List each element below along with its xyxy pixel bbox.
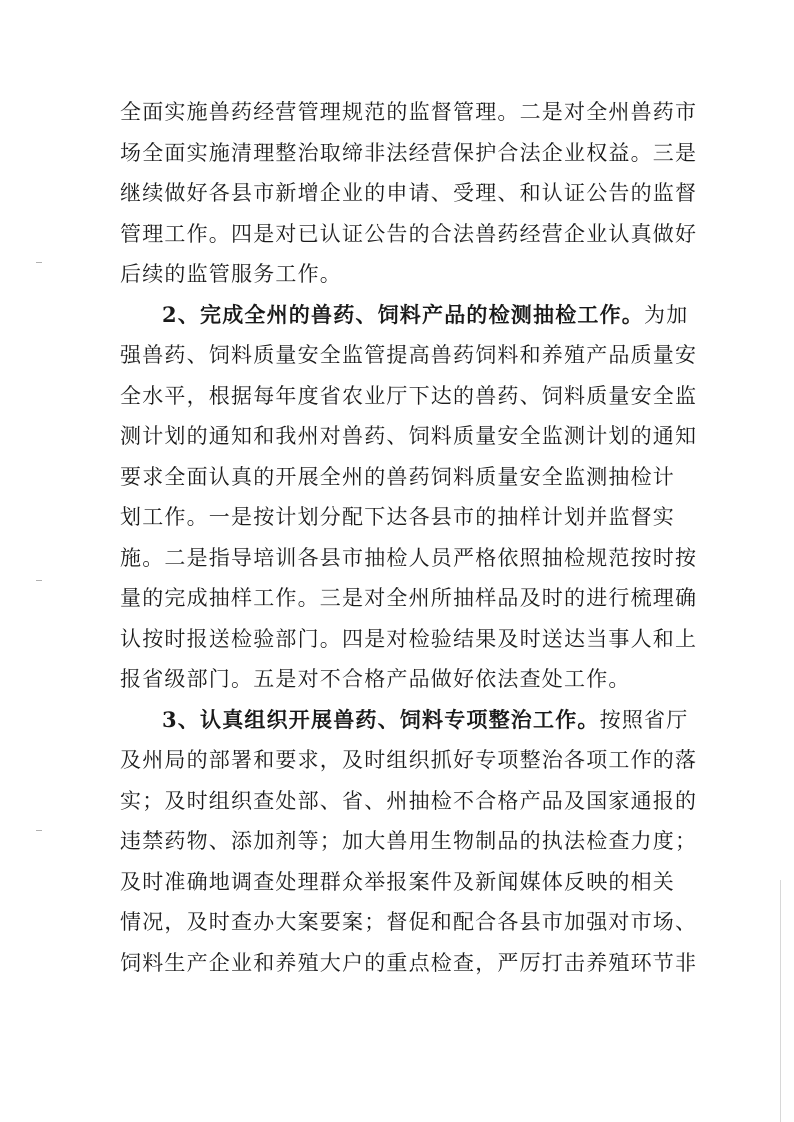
scan-edge-mark xyxy=(36,830,42,831)
section-2-heading: 2、完成全州的兽药、饲料产品的检测抽检工作。 xyxy=(162,301,645,327)
text-line: 后续的监管服务工作。 xyxy=(120,262,342,286)
section-3-heading: 3、认真组织开展兽药、饲料专项整治工作。 xyxy=(162,706,600,732)
text-line: 全面实施兽药经营管理规范的监督管理。二是对全州兽药市 xyxy=(120,100,698,124)
section-2-first-line xyxy=(120,295,689,336)
page-edge-rule xyxy=(780,880,781,1122)
text-line: 要求全面认真的开展全州的兽药饲料质量安全监测抽检计 xyxy=(120,464,675,489)
text-line: 饲料生产企业和养殖大户的重点检查，严厉打击养殖环节非 xyxy=(120,950,698,975)
text-line: 报省级部门。五是对不合格产品做好依法查处工作。 xyxy=(120,667,631,691)
text-line: 场全面实施清理整治取缔非法经营保护合法企业权益。三是 xyxy=(120,140,698,165)
text-line: 认按时报送检验部门。四是对检验结果及时送达当事人和上 xyxy=(120,626,698,651)
text-line: 违禁药物、添加剂等；加大兽用生物制品的执法检查力度； xyxy=(120,829,698,853)
scan-edge-mark xyxy=(36,580,42,581)
text-run: 为加 xyxy=(644,302,689,327)
text-line: 划工作。一是按计划分配下达各县市的抽样计划并监督实 xyxy=(120,505,675,529)
text-line: 及州局的部署和要求，及时组织抓好专项整治各项工作的落 xyxy=(120,748,698,772)
text-line: 测计划的通知和我州对兽药、饲料质量安全监测计划的通知 xyxy=(120,424,698,448)
text-line: 实；及时组织查处部、省、州抽检不合格产品及国家通报的 xyxy=(120,788,698,813)
text-line: 强兽药、饲料质量安全监管提高兽药饲料和养殖产品质量安 xyxy=(120,343,698,367)
section-3-first-line xyxy=(120,700,689,741)
text-line: 及时准确地调查处理群众举报案件及新闻媒体反映的相关 xyxy=(120,869,675,894)
text-line: 继续做好各县市新增企业的申请、受理、和认证公告的监督 xyxy=(120,181,698,205)
text-line: 施。二是指导培训各县市抽检人员严格依照抽检规范按时按 xyxy=(120,545,698,570)
text-line: 管理工作。四是对已认证公告的合法兽药经营企业认真做好 xyxy=(120,221,698,246)
document-body xyxy=(120,92,698,983)
text-run: 按照省厅 xyxy=(599,707,689,732)
scan-edge-mark xyxy=(36,262,42,263)
text-line: 量的完成抽样工作。三是对全州所抽样品及时的进行梳理确 xyxy=(120,586,698,610)
text-line: 全水平，根据每年度省农业厅下达的兽药、饲料质量安全监 xyxy=(120,383,698,408)
text-line: 情况，及时查办大案要案；督促和配合各县市加强对市场、 xyxy=(120,910,698,934)
